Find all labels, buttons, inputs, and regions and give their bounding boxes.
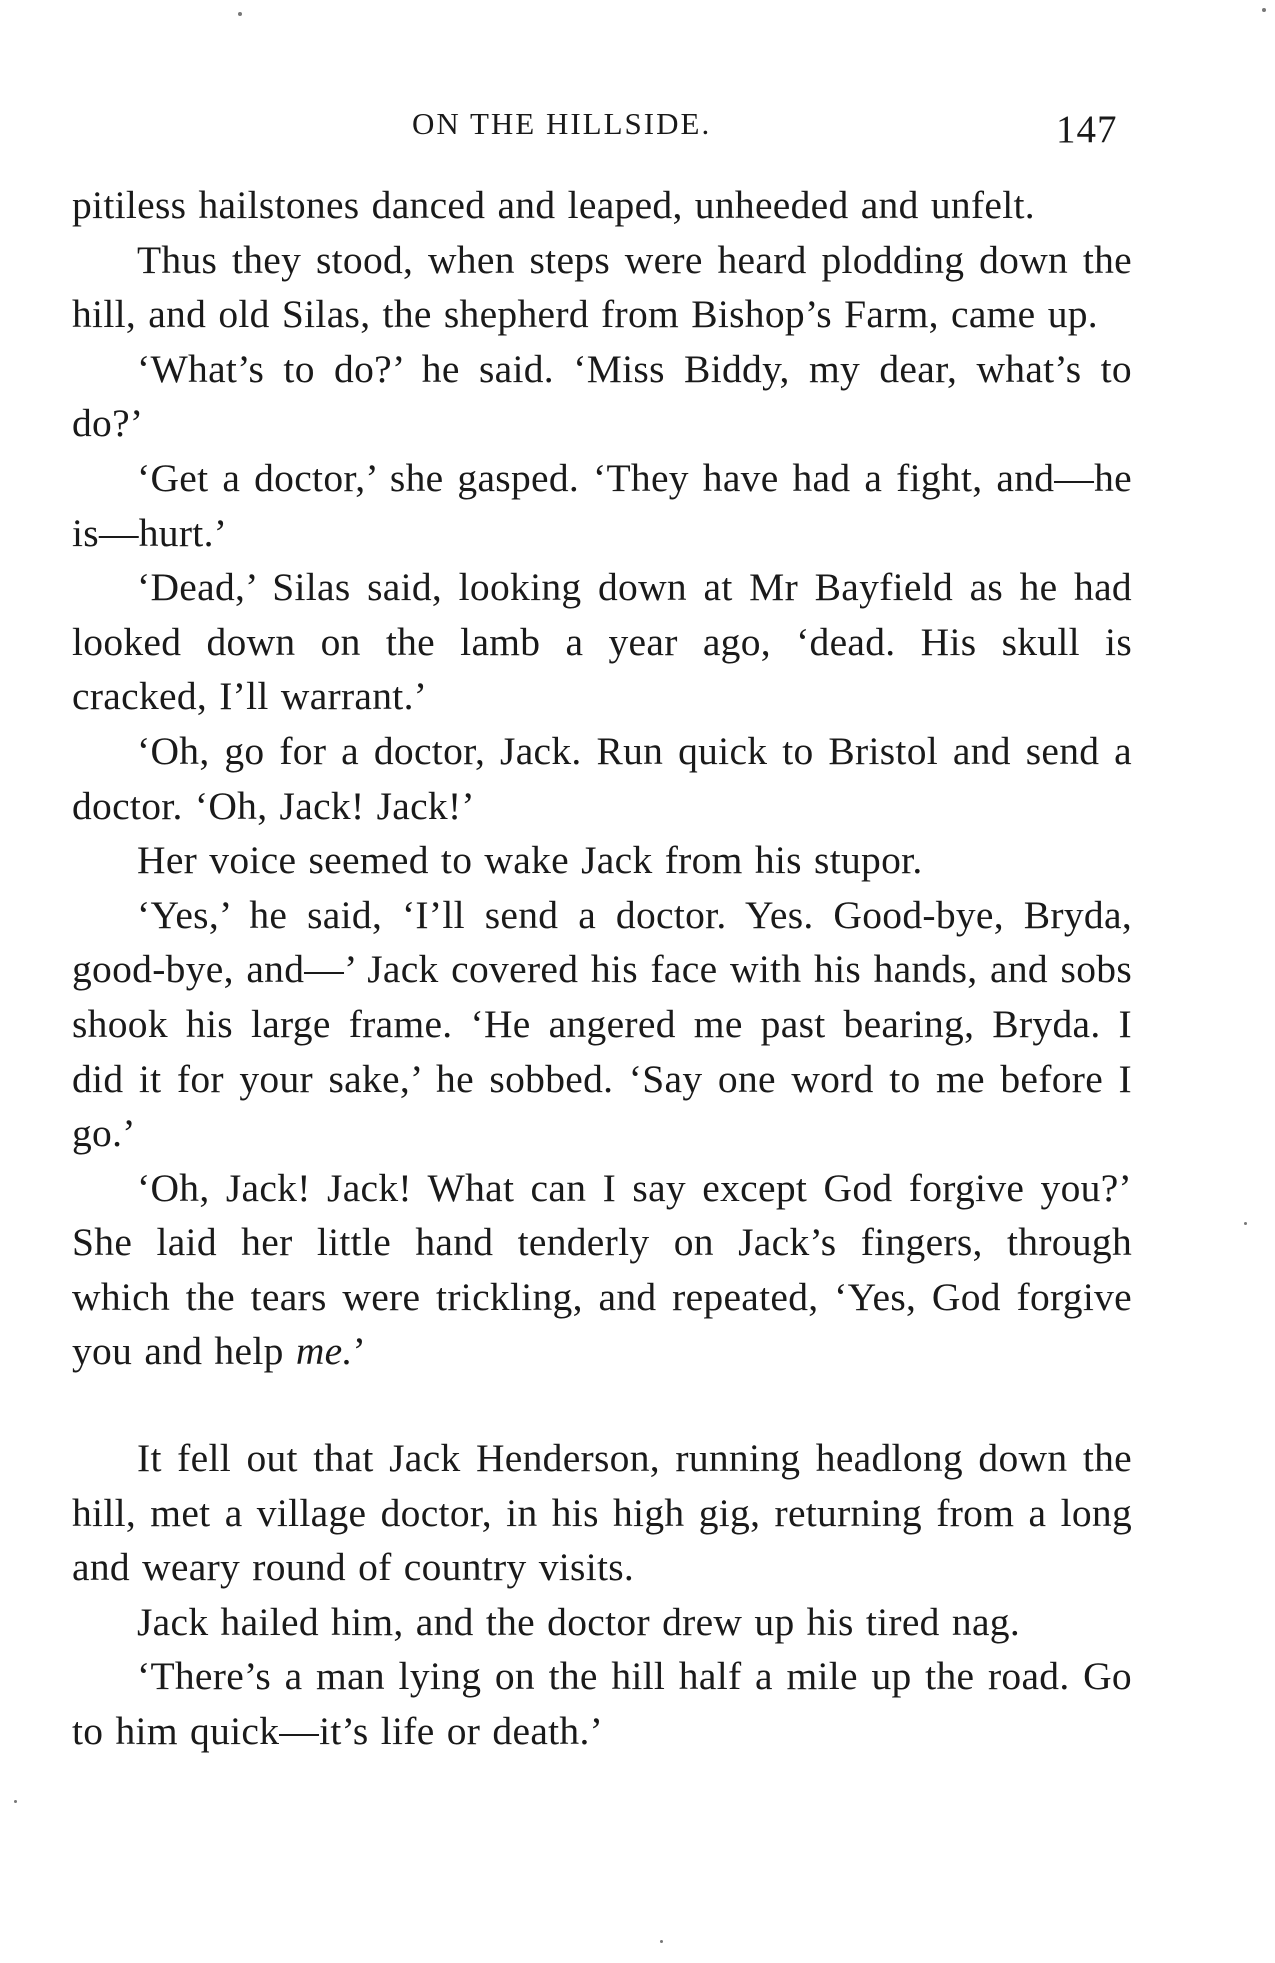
scan-speck xyxy=(1244,1222,1247,1225)
scan-speck xyxy=(238,12,242,16)
running-head xyxy=(0,104,1275,154)
emphasized-word: me. xyxy=(295,1329,353,1374)
paragraph: ‘What’s to do?’ he said. ‘Miss Biddy, my dear, what’s to do?’ xyxy=(72,346,1132,446)
paragraph: Thus they stood, when steps were heard plodding down the hill, and old Silas, the shepherd from Bishop’s Farm, came up. xyxy=(72,237,1132,337)
paragraph: ‘Yes,’ he said, ‘I’ll send a doctor. Yes. Good-bye, Bryda, good-bye, and—’ Jack covered his face with his hands, and sobs shook his large frame. ‘He angered me past bearing, Bryda. I did it for your sake,’ he sobbed. ‘Say one word to me before I go.’ xyxy=(72,892,1132,1156)
scan-speck xyxy=(660,1940,663,1943)
closing-quote: ’ xyxy=(352,1329,367,1374)
paragraph: ‘Get a doctor,’ she gasped. ‘They have had a fight, and—he is—hurt.’ xyxy=(72,455,1132,555)
paragraph: Jack hailed him, and the doctor drew up his tired nag. xyxy=(137,1599,1021,1644)
paragraph: ‘Oh, go for a doctor, Jack. Run quick to Bristol and send a doctor. ‘Oh, Jack! Jack!’ xyxy=(72,728,1132,828)
paragraph: Her voice seemed to wake Jack from his stupor. xyxy=(137,838,923,883)
scan-speck xyxy=(14,1800,17,1803)
paragraph-text: ‘Oh, Jack! Jack! What can I say except God forgive you?’ She laid her little hand tenderly on Jack’s fingers, through which the tears were trickling, and repeated, ‘Yes, God forgive you and help xyxy=(72,1165,1132,1374)
paragraph-continued: pitiless hailstones danced and leaped, unheeded and unfelt. xyxy=(72,183,1035,227)
running-title: ON THE HILLSIDE. xyxy=(412,106,712,141)
paragraph-section-start: It fell out that Jack Henderson, running headlong down the hill, met a village doctor, in his high gig, returning from a long and weary round of country visits. xyxy=(72,1436,1132,1590)
paragraph: ‘There’s a man lying on the hill half a mile up the road. Go to him quick—it’s life or death.’ xyxy=(72,1654,1132,1754)
body-text xyxy=(72,178,1132,1759)
scan-speck xyxy=(1262,8,1266,12)
paragraph-with-emphasis xyxy=(72,1161,1132,1379)
page-number: 147 xyxy=(1056,108,1118,151)
paragraph: ‘Dead,’ Silas said, looking down at Mr Bayfield as he had looked down on the lamb a year ago, ‘dead. His skull is cracked, I’ll warrant.’ xyxy=(72,565,1132,719)
